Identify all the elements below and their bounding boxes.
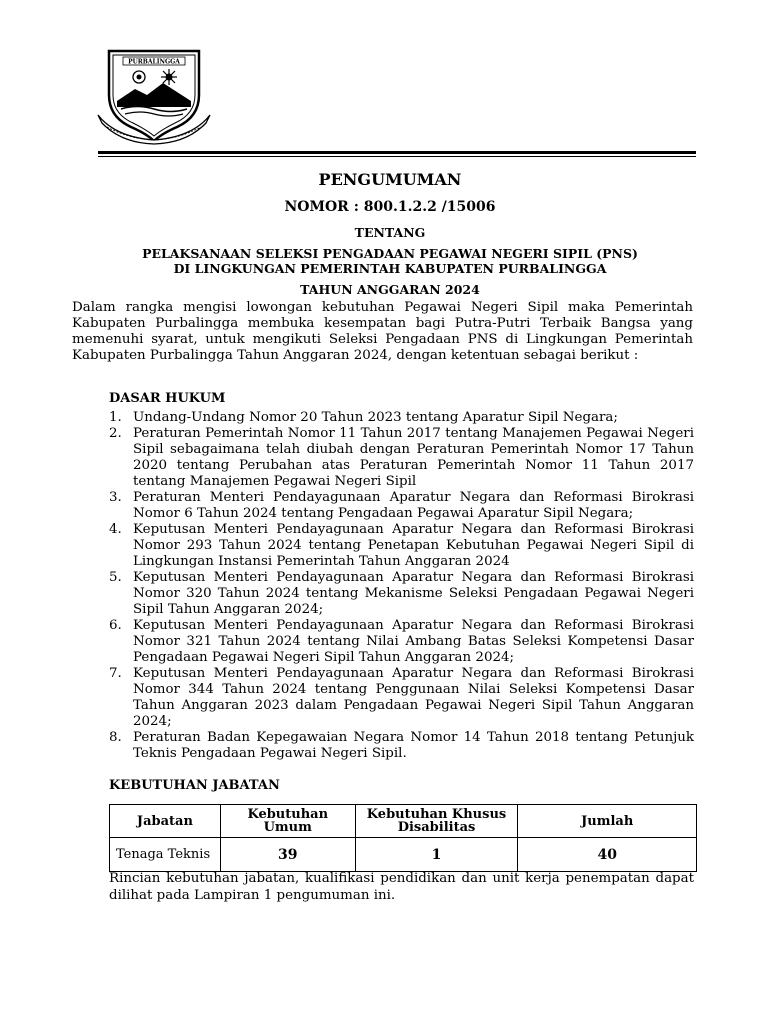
legal-basis-item	[109, 730, 694, 762]
legal-basis-item	[109, 522, 694, 570]
item-text: Keputusan Menteri Pendayagunaan Aparatur Negara dan Reformasi Birokrasi Nomor 344 Tahun 2024 tentang Penggunaan Nilai Seleksi Kompetensi Dasar Tahun Anggaran 2023 dalam Pengadaan Pegawai Negeri Sipil Tahun Anggaran 2024;	[133, 666, 694, 729]
tentang-label: TENTANG	[354, 225, 426, 240]
item-text: Peraturan Badan Kepegawaian Negara Nomor 14 Tahun 2018 tentang Petunjuk Teknis Pengadaan Pegawai Negeri Sipil.	[133, 730, 694, 761]
purbalingga-regency-emblem-icon	[95, 45, 213, 145]
item-text: Keputusan Menteri Pendayagunaan Aparatur Negara dan Reformasi Birokrasi Nomor 293 Tahun 2024 tentang Penetapan Kebutuhan Pegawai Negeri Sipil di Lingkungan Instansi Pemerintah Tahun Anggaran 2024	[133, 522, 694, 569]
letterhead-rule-thick	[98, 151, 696, 154]
subject-line-1: PELAKSANAAN SELEKSI PENGADAAN PEGAWAI NEGERI SIPIL (PNS)	[142, 246, 638, 261]
table-row	[110, 838, 697, 872]
legal-basis-item	[109, 618, 694, 666]
fiscal-year-line: TAHUN ANGGARAN 2024	[300, 282, 480, 297]
kebutuhan-jabatan-heading: KEBUTUHAN JABATAN	[109, 778, 280, 793]
header-jumlah: Jumlah	[518, 805, 697, 838]
item-number: 4.	[109, 522, 122, 537]
legal-basis-item	[109, 666, 694, 730]
letterhead-rule-thin	[98, 156, 696, 157]
item-text: Keputusan Menteri Pendayagunaan Aparatur Negara dan Reformasi Birokrasi Nomor 321 Tahun 2024 tentang Nilai Ambang Batas Seleksi Kompetensi Dasar Pengadaan Pegawai Negeri Sipil Tahun Anggaran 2024;	[133, 618, 694, 665]
cell-disabilitas: 1	[355, 838, 518, 872]
header-kebutuhan-disabilitas: Kebutuhan Khusus Disabilitas	[355, 805, 518, 838]
document-title: PENGUMUMAN	[318, 170, 462, 189]
item-number: 5.	[109, 570, 122, 585]
item-number: 1.	[109, 410, 122, 425]
document-number: NOMOR : 800.1.2.2 /15006	[284, 199, 496, 215]
item-text: Undang-Undang Nomor 20 Tahun 2023 tentang Aparatur Sipil Negara;	[133, 410, 618, 425]
item-text: Keputusan Menteri Pendayagunaan Aparatur Negara dan Reformasi Birokrasi Nomor 320 Tahun 2024 tentang Mekanisme Seleksi Pengadaan Pegawai Negeri Sipil Tahun Anggaran 2024;	[133, 570, 694, 617]
item-text: Peraturan Menteri Pendayagunaan Aparatur Negara dan Reformasi Birokrasi Nomor 6 Tahun 2024 tentang Pengadaan Pegawai Aparatur Sipil Negara;	[133, 490, 694, 521]
item-number: 6.	[109, 618, 122, 633]
legal-basis-item	[109, 490, 694, 522]
intro-paragraph: Dalam rangka mengisi lowongan kebutuhan Pegawai Negeri Sipil maka Pemerintah Kabupaten Purbalingga membuka kesempatan bagi Putra-Putri Terbaik Bangsa yang memenuhi syarat, untuk mengikuti Seleksi Pengadaan PNS di Lingkungan Pemerintah Kabupaten Purbalingga Tahun Anggaran 2024, dengan ketentuan sebagai berikut :	[72, 300, 693, 363]
item-number: 2.	[109, 426, 122, 441]
item-number: 3.	[109, 490, 122, 505]
legal-basis-item	[109, 426, 694, 490]
svg-text:PURBALINGGA: PURBALINGGA	[128, 58, 180, 66]
item-number: 7.	[109, 666, 122, 681]
table-note: Rincian kebutuhan jabatan, kualifikasi pendidikan dan unit kerja penempatan dapat dilihat pada Lampiran 1 pengumuman ini.	[109, 871, 694, 903]
legal-basis-item	[109, 410, 694, 426]
item-number: 8.	[109, 730, 122, 745]
header-kebutuhan-umum: Kebutuhan Umum	[220, 805, 355, 838]
cell-jumlah: 40	[518, 838, 697, 872]
legal-basis-list	[109, 410, 694, 762]
letterhead	[0, 0, 768, 160]
dasar-hukum-heading: DASAR HUKUM	[109, 391, 226, 406]
header-jabatan: Jabatan	[110, 805, 221, 838]
table-header-row	[110, 805, 697, 838]
cell-jabatan: Tenaga Teknis	[110, 838, 221, 872]
subject-line-2: DI LINGKUNGAN PEMERINTAH KABUPATEN PURBALINGGA	[173, 261, 607, 276]
item-text: Peraturan Pemerintah Nomor 11 Tahun 2017 tentang Manajemen Pegawai Negeri Sipil sebagaimana telah diubah dengan Peraturan Pemerintah Nomor 17 Tahun 2020 tentang Perubahan atas Peraturan Pemerintah Nomor 11 Tahun 2017 tentang Manajemen Pegawai Negeri Sipil	[133, 426, 694, 489]
cell-umum: 39	[220, 838, 355, 872]
legal-basis-item	[109, 570, 694, 618]
position-needs-table	[109, 804, 697, 872]
announcement-title-block	[90, 170, 690, 297]
